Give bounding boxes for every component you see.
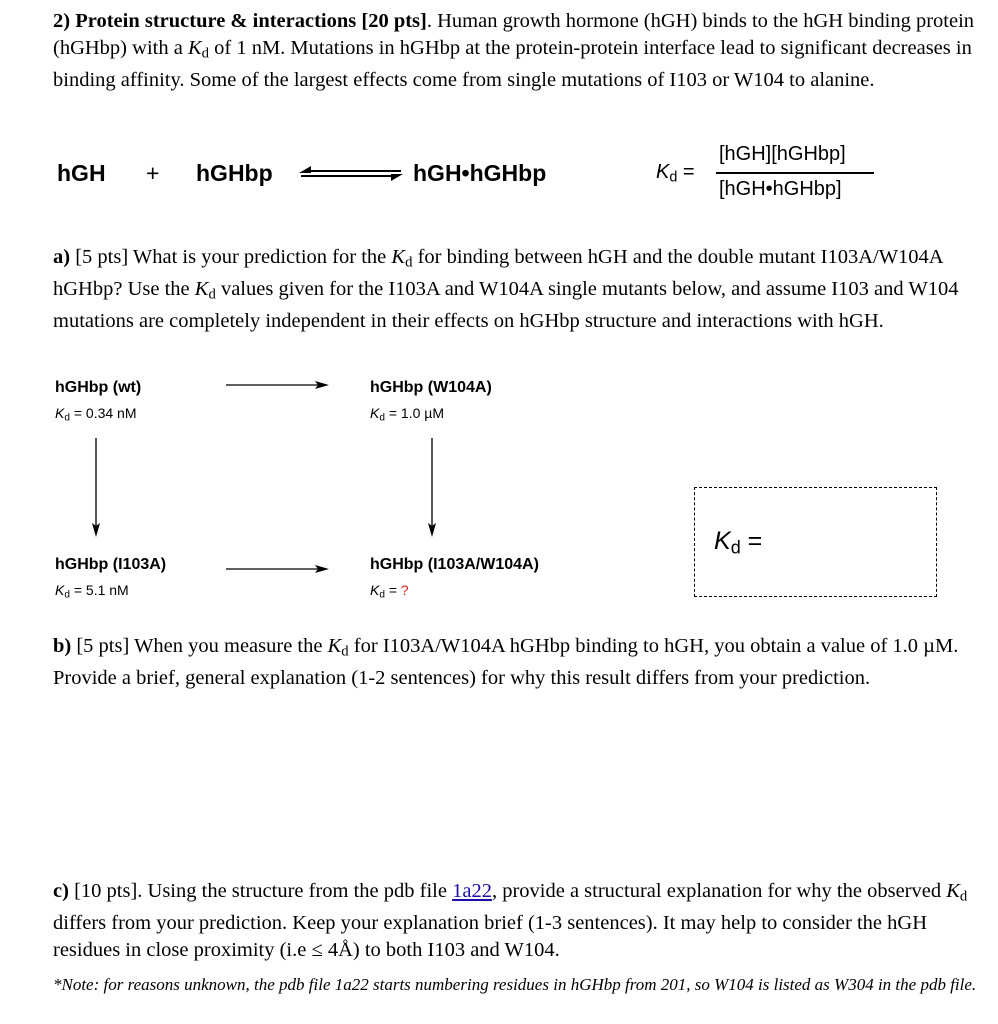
node-w104a-kd: $K_d = 1.0$ µM bbox=[370, 405, 444, 424]
reactant-hgh: hGH bbox=[57, 160, 106, 186]
footnote: *Note: for reasons unknown, the pdb file 1a22 starts numbering residues in hGHbp from 201, so W104 is listed as W304 in the pdb file. bbox=[53, 975, 977, 994]
arrow-down-right-icon bbox=[428, 438, 436, 537]
reactant-hghbp: hGHbp bbox=[196, 160, 273, 186]
part-b-paragraph: b) [5 pts] When you measure the $K_d$ for I103A/W104A hGHbp binding to hGH, you obtain a value of 1.0 µM. Provide a brief, general explanation (1-2 sentences) for why this result differs from your prediction. bbox=[53, 635, 959, 690]
node-i103a-name: hGHbp (I103A) bbox=[55, 556, 167, 573]
node-i103a-kd: $K_d = 5.1$ nM bbox=[55, 582, 129, 601]
kd-numerator: [hGH][hGHbp] bbox=[719, 143, 846, 165]
arrow-down-left-icon bbox=[92, 438, 100, 537]
arrow-right-bottom-icon bbox=[226, 565, 329, 573]
part-a-paragraph: a) [5 pts] What is your prediction for the $K_d$ for binding between hGH and the double mutant I103A/W104A hGHbp? Use the $K_d$ values given for the I103A and W104A single mutants below, and assume I103 and W104 mutations are completely independent in their effects on hGHbp structure and interactions with hGH. bbox=[53, 246, 959, 333]
node-wt-name: hGHbp (wt) bbox=[55, 379, 142, 396]
part-a-label: a) bbox=[53, 246, 71, 268]
kd-symbol: K bbox=[946, 880, 960, 902]
answer-kd-label: $K_d$ = bbox=[714, 527, 763, 558]
kd-symbol: K bbox=[187, 36, 202, 59]
kd-symbol: K bbox=[327, 635, 342, 657]
answer-box[interactable] bbox=[694, 487, 937, 597]
product-complex: hGH•hGHbp bbox=[413, 160, 547, 186]
part-b-label: b) bbox=[53, 635, 72, 657]
kd-label: $K_d$ = bbox=[656, 161, 695, 186]
node-wt-kd: $K_d = 0.34$ nM bbox=[55, 405, 137, 424]
node-w104a-name: hGHbp (W104A) bbox=[370, 379, 492, 396]
kd-symbol: K bbox=[391, 246, 406, 268]
node-double-mutant-kd: $K_d$ = ? bbox=[370, 582, 409, 601]
part-c-paragraph: c) [10 pts]. Using the structure from the pdb file 1a22, provide a structural explanation for why the observed $K_d$ differs from your prediction. Keep your explanation brief (1-3 sentences). It may help to consider the hGH residues in close proximity (i.e ≤ 4Å) to both I103 and W104. bbox=[53, 880, 968, 961]
part-c-label: c) bbox=[53, 880, 69, 902]
node-double-mutant-name: hGHbp (I103A/W104A) bbox=[370, 556, 539, 573]
arrow-right-top-icon bbox=[226, 381, 329, 389]
question-heading: 2) Protein structure & interactions [20 pts] bbox=[53, 10, 427, 32]
intro-text-continued: of 1 nM. Mutations in hGHbp at the protein-protein interface lead to significant decreases in binding affinity. Some of the largest effects come from single mutations of I103 or W104 to alanine. bbox=[53, 36, 972, 91]
intro-text: . Human growth hormone (hGH) binds to the hGH binding protein (hGHbp) with a bbox=[53, 10, 975, 59]
kd-subscript: d bbox=[201, 45, 209, 62]
kd-denominator: [hGH•hGHbp] bbox=[719, 178, 842, 200]
pdb-link[interactable]: 1a22 bbox=[452, 880, 492, 902]
unknown-kd-value: ? bbox=[400, 582, 409, 598]
plus-sign: + bbox=[146, 160, 160, 186]
